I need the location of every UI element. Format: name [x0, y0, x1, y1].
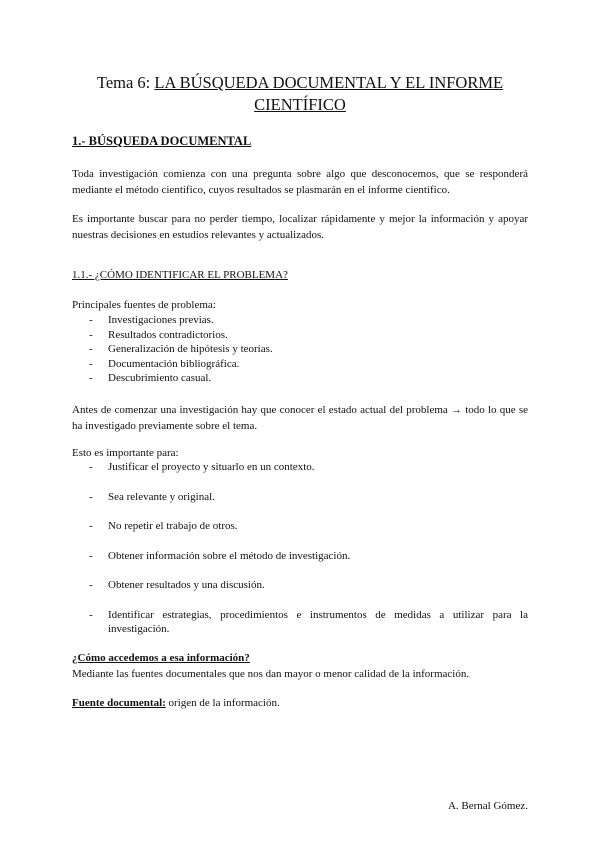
list-item: - Generalización de hipótesis y teorías.: [89, 343, 273, 355]
footer-author: A. Bernal Gómez.: [447, 800, 528, 812]
list-item: - Sea relevante y original.: [89, 490, 215, 503]
access-answer: Mediante las fuentes documentales que nos dan mayor o menor calidad de la información.: [72, 668, 470, 680]
list-item: - Descubrimiento casual.: [89, 372, 212, 384]
list-item: - Identificar estrategias, procedimientos e instrumentos de medidas a utilizar para la investigación.: [89, 608, 528, 635]
importance-list: [72, 460, 528, 652]
list-item: - Obtener resultados y una discusión.: [89, 579, 265, 591]
section-heading-1-1: 1.1.- ¿CÓMO IDENTIFICAR EL PROBLEMA?: [72, 269, 288, 281]
importance-label: Esto es importante para:: [72, 447, 179, 459]
list-item: - Justificar el proyecto y situarlo en un contexto.: [89, 461, 315, 473]
list-item: - No repetir el trabajo de otros.: [89, 520, 238, 532]
section1-paragraph-2: Es importante buscar para no perder tiempo, localizar rápidamente y mejor la información y apoyar nuestras decisiones en estudios relevantes y actualizados.: [72, 213, 528, 241]
list-item: - Resultados contradictorios.: [89, 328, 228, 341]
context-paragraph: Antes de comenzar una investigación hay que conocer el estado actual del problema → todo lo que se ha investigado previamente sobre el tema.: [72, 404, 528, 432]
title-prefix: Tema 6:: [96, 73, 155, 92]
definition-term: Fuente documental:: [72, 697, 166, 709]
title-main: LA BÚSQUEDA DOCUMENTAL Y EL INFORME CIENTÍFICO: [154, 73, 504, 114]
sources-label: Principales fuentes de problema:: [72, 299, 216, 311]
list-item: - Documentación bibliográfica.: [89, 357, 240, 370]
sources-list: [72, 313, 528, 386]
definition-text: origen de la información.: [165, 697, 280, 709]
section-heading-1: 1.- BÚSQUEDA DOCUMENTAL: [72, 134, 252, 148]
page-title: [72, 72, 528, 116]
definition-line: [72, 696, 280, 711]
list-item: - Investigaciones previas.: [89, 314, 214, 326]
access-question: ¿Cómo accedemos a esa información?: [72, 652, 250, 664]
list-item: - Obtener información sobre el método de investigación.: [89, 549, 351, 562]
section1-paragraph-1: Toda investigación comienza con una pregunta sobre algo que desconocemos, que se responderá mediante el método científico, cuyos resultados se plasmarán en el informe científico.: [72, 168, 528, 196]
